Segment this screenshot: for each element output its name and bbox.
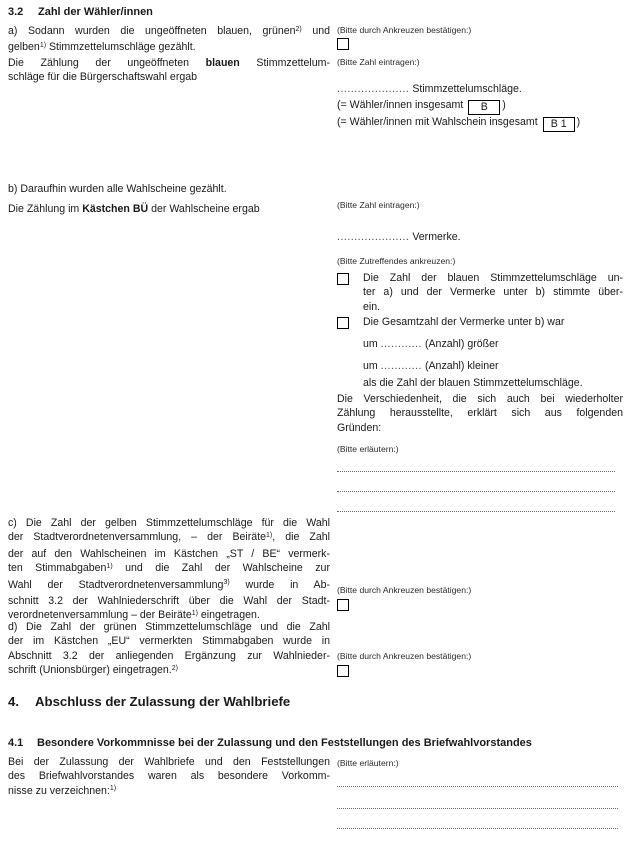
text-segment: der Stadtverordnetenversammlung, – der Beiräte — [8, 531, 267, 544]
text-line — [363, 315, 623, 329]
um-prefix: um — [363, 360, 378, 372]
text-line — [8, 594, 330, 608]
section-title: Abschluss der Zulassung der Wahlbriefe — [35, 694, 291, 709]
text-segment: und die Zahl der Wahlscheine zur — [112, 562, 330, 575]
section-4-heading — [8, 694, 508, 710]
text-line — [8, 516, 330, 530]
fill-in-line[interactable] — [337, 481, 615, 492]
text-segment: Wahl der Stadtverordnetenversammlung — [8, 578, 224, 591]
paragraph-4-1 — [8, 755, 330, 800]
text-segment: Die Zahl der blauen Stimmzettelumschläge un- — [363, 272, 623, 284]
fill-in-line[interactable] — [337, 818, 618, 829]
footnote-superscript: 1) — [106, 562, 113, 570]
result-line — [337, 82, 623, 96]
smaller-suffix: (Anzahl) kleiner — [424, 360, 499, 372]
text-segment: gelben — [8, 41, 40, 54]
text-segment: blauen — [205, 57, 240, 69]
counts-differ-checkbox[interactable] — [337, 317, 349, 329]
number-entry-field[interactable]: ............ — [380, 338, 422, 350]
section-4-1-heading — [8, 736, 623, 750]
footnote-superscript: 1) — [266, 531, 273, 539]
fill-in-line[interactable] — [337, 501, 615, 512]
footnote-superscript: 2) — [295, 25, 302, 33]
total-voters-prefix: (= Wähler/innen insgesamt — [337, 99, 464, 111]
text-line — [337, 392, 623, 406]
text-line — [337, 406, 623, 420]
text-line — [8, 70, 330, 84]
um-prefix: um — [363, 338, 378, 350]
text-line — [8, 769, 330, 783]
text-line — [8, 578, 330, 594]
text-segment: Stimmzettelum- — [239, 57, 330, 69]
text-segment: ein. — [363, 300, 381, 313]
paragraph-d — [8, 620, 330, 680]
section-3-2-heading — [8, 5, 408, 19]
paragraph-a — [8, 24, 330, 57]
prompt-number-b: (Bitte Zahl eintragen:) — [337, 200, 420, 210]
confirm-a-checkbox[interactable] — [337, 38, 349, 50]
section-number: 4. — [8, 694, 19, 709]
text-segment: der Wahlscheine ergab — [148, 203, 260, 215]
text-segment: , die Zahl — [272, 531, 331, 544]
text-segment: Die Gesamtzahl der Vermerke unter b) war — [363, 316, 565, 328]
paragraph-b2 — [8, 202, 330, 216]
text-segment: ten Stimmabgaben — [8, 562, 107, 575]
text-line — [337, 421, 623, 435]
text-segment: c) Die Zahl der gelben Stimmzettelumschläge für die Wahl — [8, 517, 330, 529]
footnote-superscript: 3) — [223, 579, 230, 587]
text-segment: Die Verschiedenheit, die sich auch bei wiederholter — [337, 393, 623, 405]
fill-in-line[interactable] — [337, 798, 618, 809]
footnote-superscript: 2) — [171, 664, 178, 672]
text-line — [363, 271, 623, 285]
total-wahlschein-box: B 1 — [543, 117, 575, 132]
text-segment: Abschnitt 3.2 der anliegenden Ergänzung zur Wahlnieder- — [8, 649, 330, 662]
prompt-explain: (Bitte erläutern:) — [337, 444, 399, 454]
text-segment: der auf den Wahlscheinen im Kästchen „ST / BE“ vermerk- — [8, 547, 330, 560]
footnote-superscript: 1) — [109, 785, 117, 793]
text-line — [8, 634, 330, 648]
text-line — [8, 784, 330, 800]
greater-suffix: (Anzahl) größer — [424, 338, 499, 350]
section-number: 3.2 — [8, 6, 24, 18]
option-counts-match — [363, 271, 623, 314]
number-entry-field[interactable]: ..................... — [337, 83, 410, 95]
number-entry-field[interactable]: ............ — [380, 360, 422, 372]
text-segment: Die Zählung im — [8, 203, 83, 215]
total-voters-line — [337, 98, 623, 115]
text-segment: Stimmzettelumschläge gezählt. — [46, 41, 196, 54]
text-segment: eingetragen. — [197, 609, 260, 622]
number-entry-field[interactable]: ..................... — [337, 231, 410, 243]
text-segment: wurde in Ab- — [229, 578, 330, 591]
text-line — [8, 530, 330, 546]
option-counts-differ — [363, 315, 623, 329]
text-line — [8, 40, 330, 56]
text-segment: schrift (Unionsbürger) eingetragen. — [8, 664, 172, 677]
text-segment: und — [301, 25, 330, 37]
total-wahlschein-line — [337, 115, 627, 132]
difference-explanation-paragraph — [337, 392, 623, 435]
text-line — [8, 561, 330, 577]
text-line — [8, 663, 330, 679]
text-line — [363, 300, 623, 314]
result-label: Stimmzettelumschläge. — [412, 83, 522, 95]
fill-in-line[interactable] — [337, 776, 618, 787]
text-segment: a) Sodann wurden die ungeöffneten blauen, grünen — [8, 25, 296, 37]
prompt-confirm-d: (Bitte durch Ankreuzen bestätigen:) — [337, 651, 472, 661]
text-segment: schläge für die Bürgerschaftswahl ergab — [8, 71, 198, 84]
footnote-superscript: 1) — [191, 609, 198, 617]
text-segment: Die Zählung der ungeöffneten — [8, 57, 206, 69]
section-title: Besondere Vorkommnisse bei der Zulassung und den Feststellungen des Briefwahlvorstandes — [37, 737, 532, 749]
fill-in-line[interactable] — [337, 461, 615, 472]
total-voters-box: B — [468, 100, 500, 115]
section-title: Zahl der Wähler/innen — [38, 6, 153, 18]
text-line — [8, 182, 330, 196]
prompt-check-applicable: (Bitte Zutreffendes ankreuzen:) — [337, 256, 456, 266]
prompt-explain-4-1: (Bitte erläutern:) — [337, 758, 399, 768]
text-segment: nisse zu verzeichnen: — [8, 784, 110, 797]
text-line — [8, 56, 330, 70]
total-wahlschein-suffix: ) — [576, 116, 581, 128]
text-segment: schnitt 3.2 der Wahlniederschrift über die Wahl der Stadt- — [8, 595, 330, 608]
footnote-superscript: 1) — [39, 41, 47, 49]
text-segment: des Briefwahlvorstandes waren als besondere Vorkomm- — [8, 770, 330, 783]
text-segment: verordnetenversammlung – der Beiräte — [8, 609, 192, 622]
paragraph-b — [8, 182, 330, 196]
prompt-confirm-c: (Bitte durch Ankreuzen bestätigen:) — [337, 585, 472, 595]
confirm-d-checkbox[interactable] — [337, 665, 349, 677]
text-line — [8, 24, 330, 40]
paragraph-c — [8, 516, 330, 625]
text-segment: Zählung herausstellte, erklärt sich aus folgenden — [337, 407, 623, 420]
text-line — [8, 649, 330, 663]
text-segment: der im Kästchen „EU“ vermerkten Stimmabgaben wurde in — [8, 635, 330, 648]
text-line — [363, 285, 623, 299]
confirm-c-checkbox[interactable] — [337, 599, 349, 611]
text-line — [8, 202, 330, 216]
text-segment: b) Daraufhin wurden alle Wahlscheine gezählt. — [8, 183, 227, 195]
difference-smaller-line — [363, 359, 623, 373]
text-segment: d) Die Zahl der grünen Stimmzettelumschläge und die Zahl — [8, 621, 330, 633]
vermerke-line — [337, 230, 623, 244]
text-line — [8, 620, 330, 634]
than-blue-envelopes-line: als die Zahl der blauen Stimmzettelumschläge. — [363, 377, 583, 389]
text-segment: ter a) und der Vermerke unter b) stimmte über- — [363, 286, 623, 299]
vermerke-label: Vermerke. — [412, 231, 461, 243]
total-wahlschein-prefix: (= Wähler/innen mit Wahlschein insgesamt — [337, 116, 538, 128]
section-number: 4.1 — [8, 737, 24, 749]
prompt-number-a: (Bitte Zahl eintragen:) — [337, 57, 420, 67]
difference-greater-line — [363, 337, 623, 351]
text-line — [8, 755, 330, 769]
text-segment: Kästchen BÜ — [82, 203, 149, 215]
text-segment: Bei der Zulassung der Wahlbriefe und den Feststellungen — [8, 756, 330, 768]
counts-match-checkbox[interactable] — [337, 273, 349, 285]
text-line — [8, 547, 330, 561]
text-segment: Gründen: — [337, 421, 382, 434]
total-voters-suffix: ) — [502, 99, 506, 111]
paragraph-a2 — [8, 56, 330, 85]
prompt-confirm-a: (Bitte durch Ankreuzen bestätigen:) — [337, 25, 472, 35]
